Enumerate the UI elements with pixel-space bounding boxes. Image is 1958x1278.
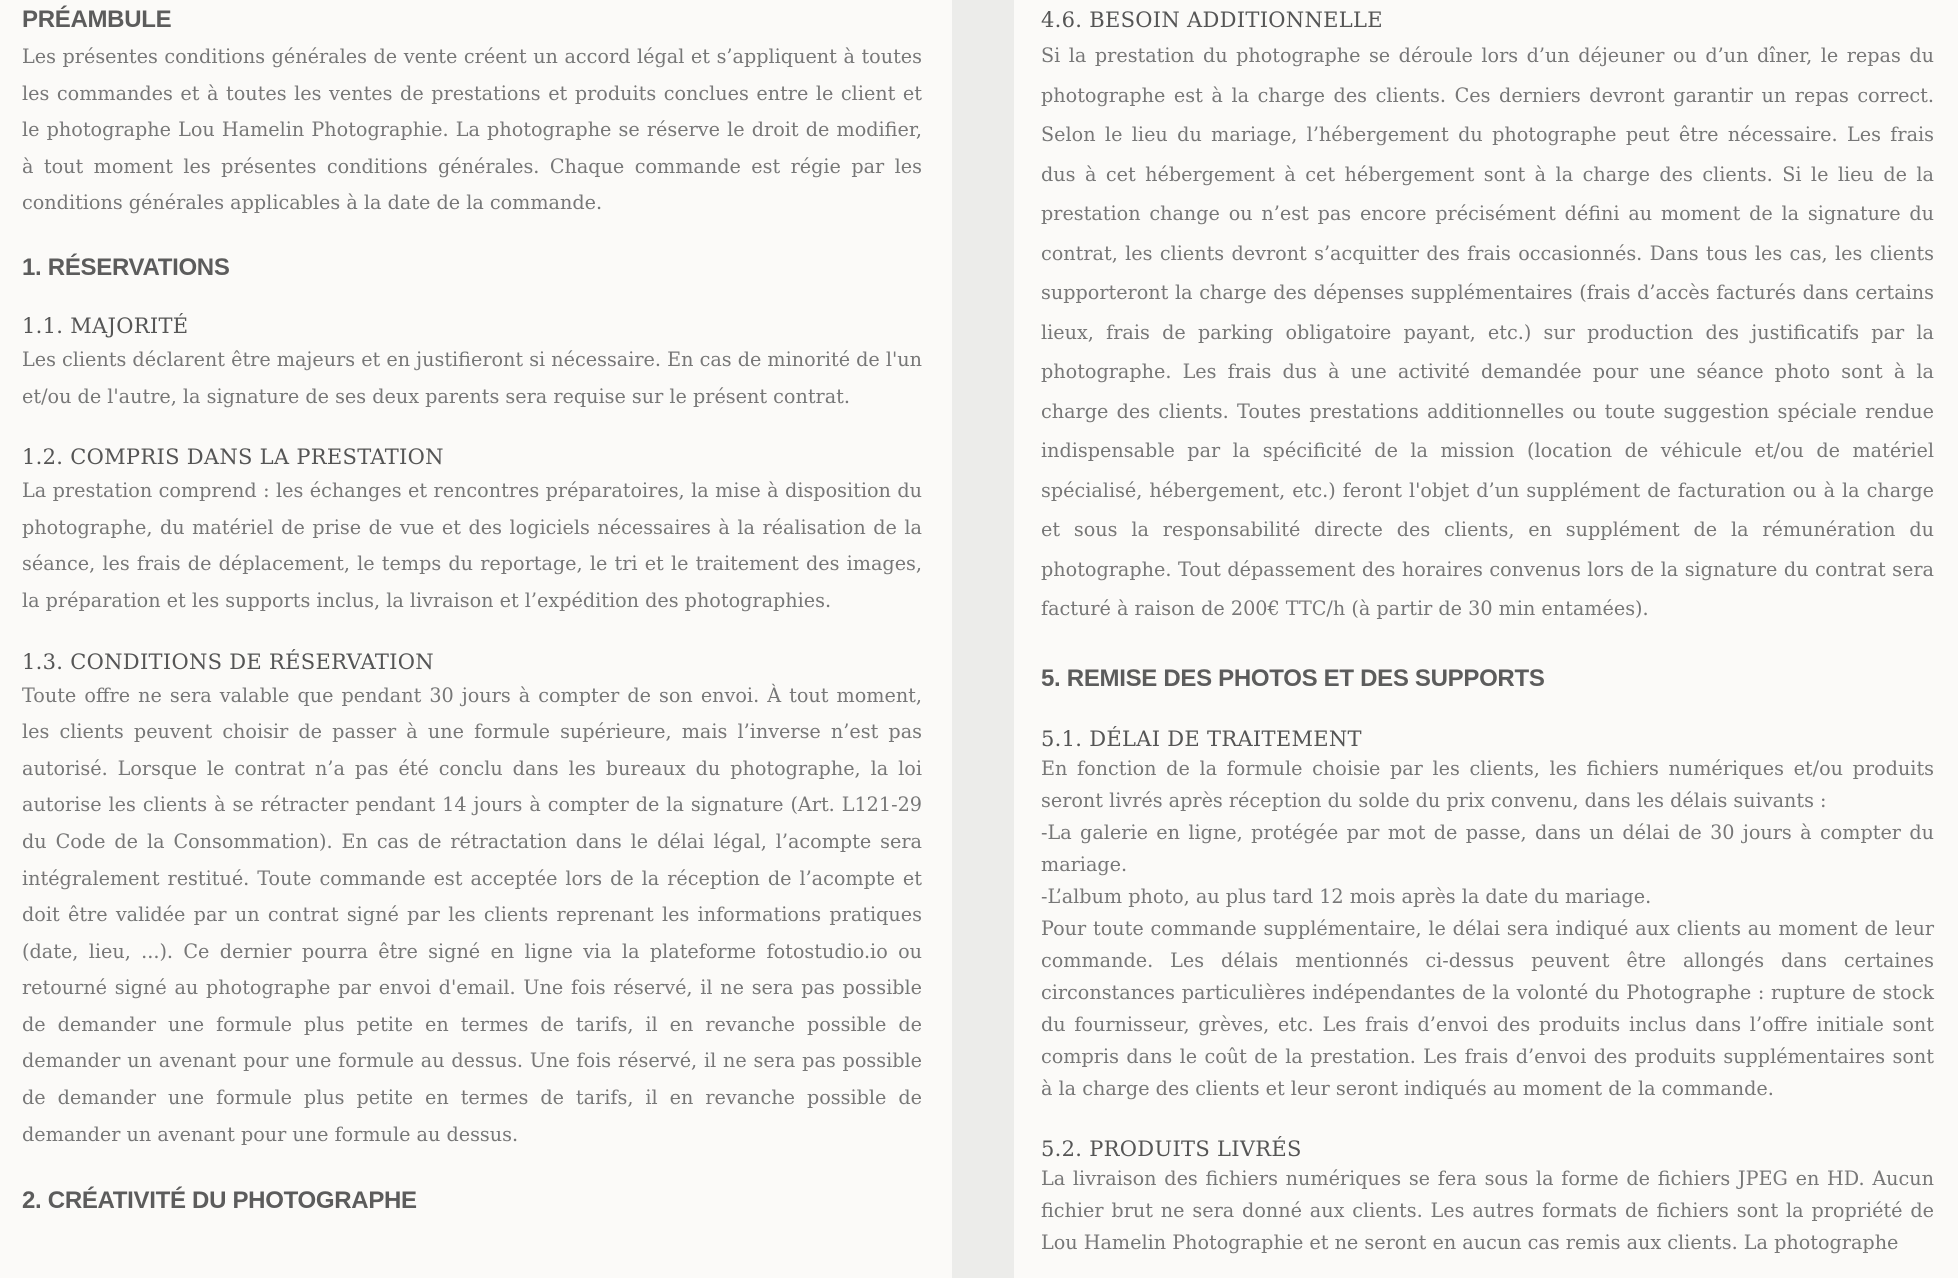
- section-4-6-heading: 4.6. BESOIN ADDITIONNELLE: [1041, 8, 1383, 32]
- preambule-heading: PRÉAMBULE: [22, 6, 172, 33]
- section-4-6-text: Si la prestation du photographe se déroule lors d’un déjeuner ou d’un dîner, le repas du photographe est à la charge des clients. Ces derniers devront garantir un repas correct. Selon le lieu du mariage, l’hébergement du photographe peut être nécessaire. Les frais dus à cet hébergement à cet hébergement sont à la charge des clients. Si le lieu de la prestation change ou n’est pas encore précisément défini au moment de la signature du contrat, les clients devront s’acquitter des frais occasionnés. Dans tous les cas, les clients supporteront la charge des dépenses supplémentaires (frais d’accès facturés dans certains lieux, frais de parking obligatoire payant, etc.) sur production des justificatifs par la photographe. Les frais dus à une activité demandée pour une séance photo sont à la charge des clients. Toutes prestations additionnelles ou toute suggestion spéciale rendue indispensable par la spécificité de la mission (location de véhicule et/ou de matériel spécialisé, hébergement, etc.) feront l'objet d’un supplément de facturation ou à la charge et sous la responsabilité directe des clients, en supplément de la rémunération du photographe. Tout dépassement des horaires convenus lors de la signature du contrat sera facturé à raison de 200€ TTC/h (à partir de 30 min entamées).: [1041, 44, 1934, 620]
- section-1-1-text: Les clients déclarent être majeurs et en justifieront si nécessaire. En cas de minorité de l'un et/ou de l'autre, la signature de ses deux parents sera requise sur le présent contrat.: [22, 347, 923, 408]
- section-2-heading: 2. CRÉATIVITÉ DU PHOTOGRAPHE: [22, 1187, 417, 1215]
- section-1-3-text: Toute offre ne sera valable que pendant 30 jours à compter de son envoi. À tout moment, les clients peuvent choisir de passer à une formule supérieure, mais l’inverse n’est pas autorisé. Lorsque le contrat n’a pas été conclu dans les bureaux du photographe, la loi autorise les clients à se rétracter pendant 14 jours à compter de la signature (Art. L121-29 du Code de la Consommation). En cas de rétractation dans le délai légal, l’acompte sera intégralement restitué. Toute commande est acceptée lors de la réception de l’acompte et doit être validée par un contrat signé par les clients reprenant les informations pratiques (date, lieu, ...). Ce dernier pourra être signé en ligne via la plateforme fotostudio.io ou retourné signé au photographe par envoi d'email. Une fois réservé, il ne sera pas possible de demander une formule plus petite en termes de tarifs, il en revanche possible de demander un avenant pour une formule au dessus. Une fois réservé, il ne sera pas possible de demander une formule plus petite en termes de tarifs, il en revanche possible de demander un avenant pour une formule au dessus.: [22, 683, 922, 1146]
- document-page-left: [0, 0, 952, 1278]
- section-5-2-heading: 5.2. PRODUITS LIVRÉS: [1041, 1136, 1302, 1161]
- section-1-3-heading: 1.3. CONDITIONS DE RÉSERVATION: [22, 649, 434, 674]
- document-page-right: [1014, 0, 1958, 1278]
- section-5-1-paragraph: -L’album photo, au plus tard 12 mois après la date du mariage.: [1041, 884, 1652, 908]
- section-5-heading: 5. REMISE DES PHOTOS ET DES SUPPORTS: [1041, 664, 1545, 692]
- section-5-1-paragraph: -La galerie en ligne, protégée par mot de passe, dans un délai de 30 jours à compter du mariage.: [1041, 820, 1934, 876]
- section-1-2-heading: 1.2. COMPRIS DANS LA PRESTATION: [22, 445, 444, 470]
- section-5-1-paragraph: En fonction de la formule choisie par les clients, les fichiers numériques et/ou produits seront livrés après réception du solde du prix convenu, dans les délais suivants :: [1041, 756, 1934, 812]
- section-1-2-text: La prestation comprend : les échanges et rencontres préparatoires, la mise à disposition du photographe, du matériel de prise de vue et des logiciels nécessaires à la réalisation de la séance, les frais de déplacement, le temps du reportage, le tri et le traitement des images, la préparation et les supports inclus, la livraison et l’expédition des photographies.: [22, 479, 922, 612]
- section-5-1-paragraph: Pour toute commande supplémentaire, le délai sera indiqué aux clients au moment de leur commande. Les délais mentionnés ci-dessus peuvent être allongés dans certaines circonstances particulières indépendantes de la volonté du Photographe : rupture de stock du fournisseur, grèves, etc. Les frais d’envoi des produits inclus dans l’offre initiale sont compris dans le coût de la prestation. Les frais d’envoi des produits supplémentaires sont à la charge des clients et leur seront indiqués au moment de la commande.: [1041, 916, 1934, 1100]
- section-1-1-heading: 1.1. MAJORITÉ: [22, 313, 189, 338]
- section-5-2-text: La livraison des fichiers numériques se fera sous la forme de fichiers JPEG en HD. Aucun fichier brut ne sera donné aux clients. Les autres formats de fichiers sont la propriété de Lou Hamelin Photographie et ne seront en aucun cas remis aux clients. La photographe: [1041, 1166, 1934, 1254]
- preambule-text: Les présentes conditions générales de vente créent un accord légal et s’appliquent à toutes les commandes et à toutes les ventes de prestations et produits conclues entre le client et le photographe Lou Hamelin Photographie. La photographe se réserve le droit de modifier, à tout moment les présentes conditions générales. Chaque commande est régie par les conditions générales applicables à la date de la commande.: [22, 45, 922, 215]
- section-1-heading: 1. RÉSERVATIONS: [22, 253, 230, 281]
- section-5-1-heading: 5.1. DÉLAI DE TRAITEMENT: [1041, 726, 1362, 751]
